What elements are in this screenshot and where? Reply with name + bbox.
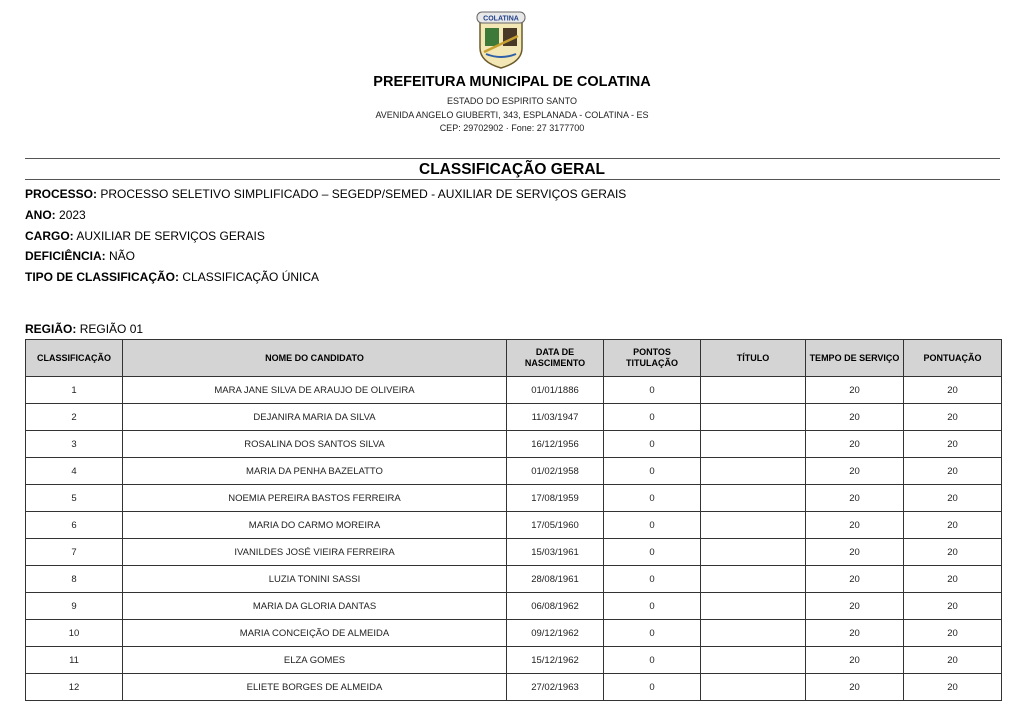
cell-pontuacao: 20 bbox=[904, 620, 1002, 647]
cell-data-nascimento: 17/08/1959 bbox=[507, 485, 604, 512]
cell-tempo-servico: 20 bbox=[806, 647, 904, 674]
table-header-row bbox=[26, 340, 1002, 377]
cell-tempo-servico: 20 bbox=[806, 620, 904, 647]
cell-pontos-titulacao: 0 bbox=[604, 512, 701, 539]
cell-classificacao: 10 bbox=[26, 620, 123, 647]
cell-titulo bbox=[701, 539, 806, 566]
cell-pontos-titulacao: 0 bbox=[604, 647, 701, 674]
cell-data-nascimento: 06/08/1962 bbox=[507, 593, 604, 620]
table-row bbox=[26, 593, 1002, 620]
col-header-tempo-servico: TEMPO DE SERVIÇO bbox=[806, 340, 904, 377]
cell-pontuacao: 20 bbox=[904, 404, 1002, 431]
table-body bbox=[26, 377, 1002, 701]
meta-processo bbox=[25, 187, 626, 201]
cell-titulo bbox=[701, 404, 806, 431]
cell-tempo-servico: 20 bbox=[806, 458, 904, 485]
cell-data-nascimento: 09/12/1962 bbox=[507, 620, 604, 647]
table-row bbox=[26, 674, 1002, 701]
cell-pontuacao: 20 bbox=[904, 431, 1002, 458]
cell-nome: NOEMIA PEREIRA BASTOS FERREIRA bbox=[123, 485, 507, 512]
cell-data-nascimento: 15/12/1962 bbox=[507, 647, 604, 674]
cell-data-nascimento: 16/12/1956 bbox=[507, 431, 604, 458]
cell-classificacao: 2 bbox=[26, 404, 123, 431]
table-row bbox=[26, 620, 1002, 647]
cell-pontuacao: 20 bbox=[904, 539, 1002, 566]
table-row bbox=[26, 566, 1002, 593]
meta-regiao bbox=[25, 322, 143, 336]
cell-pontos-titulacao: 0 bbox=[604, 539, 701, 566]
col-header-titulo: TÍTULO bbox=[701, 340, 806, 377]
cell-tempo-servico: 20 bbox=[806, 593, 904, 620]
meta-deficiencia bbox=[25, 249, 135, 263]
table-row bbox=[26, 404, 1002, 431]
cell-titulo bbox=[701, 458, 806, 485]
title-rule-top bbox=[25, 158, 1000, 159]
cell-classificacao: 4 bbox=[26, 458, 123, 485]
cell-pontos-titulacao: 0 bbox=[604, 566, 701, 593]
meta-processo-label: PROCESSO: bbox=[25, 187, 98, 201]
cell-pontos-titulacao: 0 bbox=[604, 674, 701, 701]
meta-ano bbox=[25, 208, 86, 222]
meta-processo-value: PROCESSO SELETIVO SIMPLIFICADO – SEGEDP/SEMED - AUXILIAR DE SERVIÇOS GERAIS bbox=[100, 187, 627, 201]
meta-tipo-label: TIPO DE CLASSIFICAÇÃO: bbox=[25, 270, 180, 284]
meta-tipo-classificacao bbox=[25, 270, 319, 284]
cell-pontuacao: 20 bbox=[904, 458, 1002, 485]
cell-pontuacao: 20 bbox=[904, 674, 1002, 701]
cell-classificacao: 12 bbox=[26, 674, 123, 701]
cell-tempo-servico: 20 bbox=[806, 512, 904, 539]
cell-nome: ROSALINA DOS SANTOS SILVA bbox=[123, 431, 507, 458]
cell-data-nascimento: 28/08/1961 bbox=[507, 566, 604, 593]
cell-classificacao: 8 bbox=[26, 566, 123, 593]
cell-tempo-servico: 20 bbox=[806, 485, 904, 512]
cell-pontuacao: 20 bbox=[904, 512, 1002, 539]
cell-pontos-titulacao: 0 bbox=[604, 593, 701, 620]
meta-deficiencia-value: NÃO bbox=[109, 249, 136, 263]
cell-pontos-titulacao: 0 bbox=[604, 431, 701, 458]
cell-titulo bbox=[701, 431, 806, 458]
cell-classificacao: 9 bbox=[26, 593, 123, 620]
cell-classificacao: 11 bbox=[26, 647, 123, 674]
cell-data-nascimento: 01/02/1958 bbox=[507, 458, 604, 485]
cell-tempo-servico: 20 bbox=[806, 674, 904, 701]
col-header-pontos-titulacao: PONTOS TITULAÇÃO bbox=[604, 340, 701, 377]
cell-classificacao: 7 bbox=[26, 539, 123, 566]
org-name: PREFEITURA MUNICIPAL DE COLATINA bbox=[373, 74, 651, 90]
meta-regiao-value: REGIÃO 01 bbox=[79, 322, 144, 336]
col-header-pontuacao: PONTUAÇÃO bbox=[904, 340, 1002, 377]
table-row bbox=[26, 431, 1002, 458]
cell-nome: MARA JANE SILVA DE ARAUJO DE OLIVEIRA bbox=[123, 377, 507, 404]
meta-regiao-label: REGIÃO: bbox=[25, 322, 77, 336]
cell-data-nascimento: 11/03/1947 bbox=[507, 404, 604, 431]
col-header-classificacao: CLASSIFICAÇÃO bbox=[26, 340, 123, 377]
org-contact: CEP: 29702902 · Fone: 27 3177700 bbox=[439, 123, 585, 133]
cell-tempo-servico: 20 bbox=[806, 404, 904, 431]
cell-titulo bbox=[701, 566, 806, 593]
cell-pontuacao: 20 bbox=[904, 377, 1002, 404]
meta-ano-value: 2023 bbox=[59, 208, 86, 222]
org-address: AVENIDA ANGELO GIUBERTI, 343, ESPLANADA - COLATINA - ES bbox=[375, 110, 649, 120]
org-state: ESTADO DO ESPIRITO SANTO bbox=[446, 96, 578, 106]
svg-text:COLATINA: COLATINA bbox=[483, 15, 519, 23]
col-header-data-nascimento: DATA DE NASCIMENTO bbox=[507, 340, 604, 377]
cell-pontos-titulacao: 0 bbox=[604, 404, 701, 431]
cell-nome: ELIETE BORGES DE ALMEIDA bbox=[123, 674, 507, 701]
meta-deficiencia-label: DEFICIÊNCIA: bbox=[25, 249, 106, 263]
document-title: CLASSIFICAÇÃO GERAL bbox=[419, 161, 605, 178]
table-row bbox=[26, 377, 1002, 404]
cell-data-nascimento: 01/01/1886 bbox=[507, 377, 604, 404]
cell-tempo-servico: 20 bbox=[806, 431, 904, 458]
city-coat-of-arms-logo bbox=[472, 8, 530, 70]
table-row bbox=[26, 647, 1002, 674]
cell-pontuacao: 20 bbox=[904, 593, 1002, 620]
cell-titulo bbox=[701, 647, 806, 674]
cell-nome: MARIA DA GLORIA DANTAS bbox=[123, 593, 507, 620]
cell-nome: MARIA CONCEIÇÃO DE ALMEIDA bbox=[123, 620, 507, 647]
cell-titulo bbox=[701, 674, 806, 701]
cell-pontos-titulacao: 0 bbox=[604, 620, 701, 647]
cell-tempo-servico: 20 bbox=[806, 539, 904, 566]
cell-titulo bbox=[701, 377, 806, 404]
cell-pontuacao: 20 bbox=[904, 647, 1002, 674]
cell-pontos-titulacao: 0 bbox=[604, 458, 701, 485]
meta-cargo bbox=[25, 229, 265, 243]
cell-nome: IVANILDES JOSÉ VIEIRA FERREIRA bbox=[123, 539, 507, 566]
cell-classificacao: 5 bbox=[26, 485, 123, 512]
cell-data-nascimento: 17/05/1960 bbox=[507, 512, 604, 539]
table-row bbox=[26, 485, 1002, 512]
table-row bbox=[26, 458, 1002, 485]
cell-nome: MARIA DO CARMO MOREIRA bbox=[123, 512, 507, 539]
cell-tempo-servico: 20 bbox=[806, 377, 904, 404]
cell-pontuacao: 20 bbox=[904, 485, 1002, 512]
cell-nome: LUZIA TONINI SASSI bbox=[123, 566, 507, 593]
meta-cargo-label: CARGO: bbox=[25, 229, 74, 243]
cell-titulo bbox=[701, 620, 806, 647]
cell-classificacao: 6 bbox=[26, 512, 123, 539]
cell-titulo bbox=[701, 593, 806, 620]
col-header-nome: NOME DO CANDIDATO bbox=[123, 340, 507, 377]
cell-nome: DEJANIRA MARIA DA SILVA bbox=[123, 404, 507, 431]
cell-classificacao: 1 bbox=[26, 377, 123, 404]
cell-titulo bbox=[701, 512, 806, 539]
table-row bbox=[26, 512, 1002, 539]
cell-data-nascimento: 27/02/1963 bbox=[507, 674, 604, 701]
cell-tempo-servico: 20 bbox=[806, 566, 904, 593]
classification-table bbox=[25, 339, 1002, 701]
cell-nome: MARIA DA PENHA BAZELATTO bbox=[123, 458, 507, 485]
cell-nome: ELZA GOMES bbox=[123, 647, 507, 674]
meta-ano-label: ANO: bbox=[25, 208, 56, 222]
table-row bbox=[26, 539, 1002, 566]
cell-pontuacao: 20 bbox=[904, 566, 1002, 593]
meta-tipo-value: CLASSIFICAÇÃO ÚNICA bbox=[182, 270, 320, 284]
title-rule-bottom bbox=[25, 179, 1000, 180]
meta-cargo-value: AUXILIAR DE SERVIÇOS GERAIS bbox=[76, 229, 265, 243]
cell-classificacao: 3 bbox=[26, 431, 123, 458]
cell-pontos-titulacao: 0 bbox=[604, 377, 701, 404]
cell-data-nascimento: 15/03/1961 bbox=[507, 539, 604, 566]
cell-pontos-titulacao: 0 bbox=[604, 485, 701, 512]
cell-titulo bbox=[701, 485, 806, 512]
